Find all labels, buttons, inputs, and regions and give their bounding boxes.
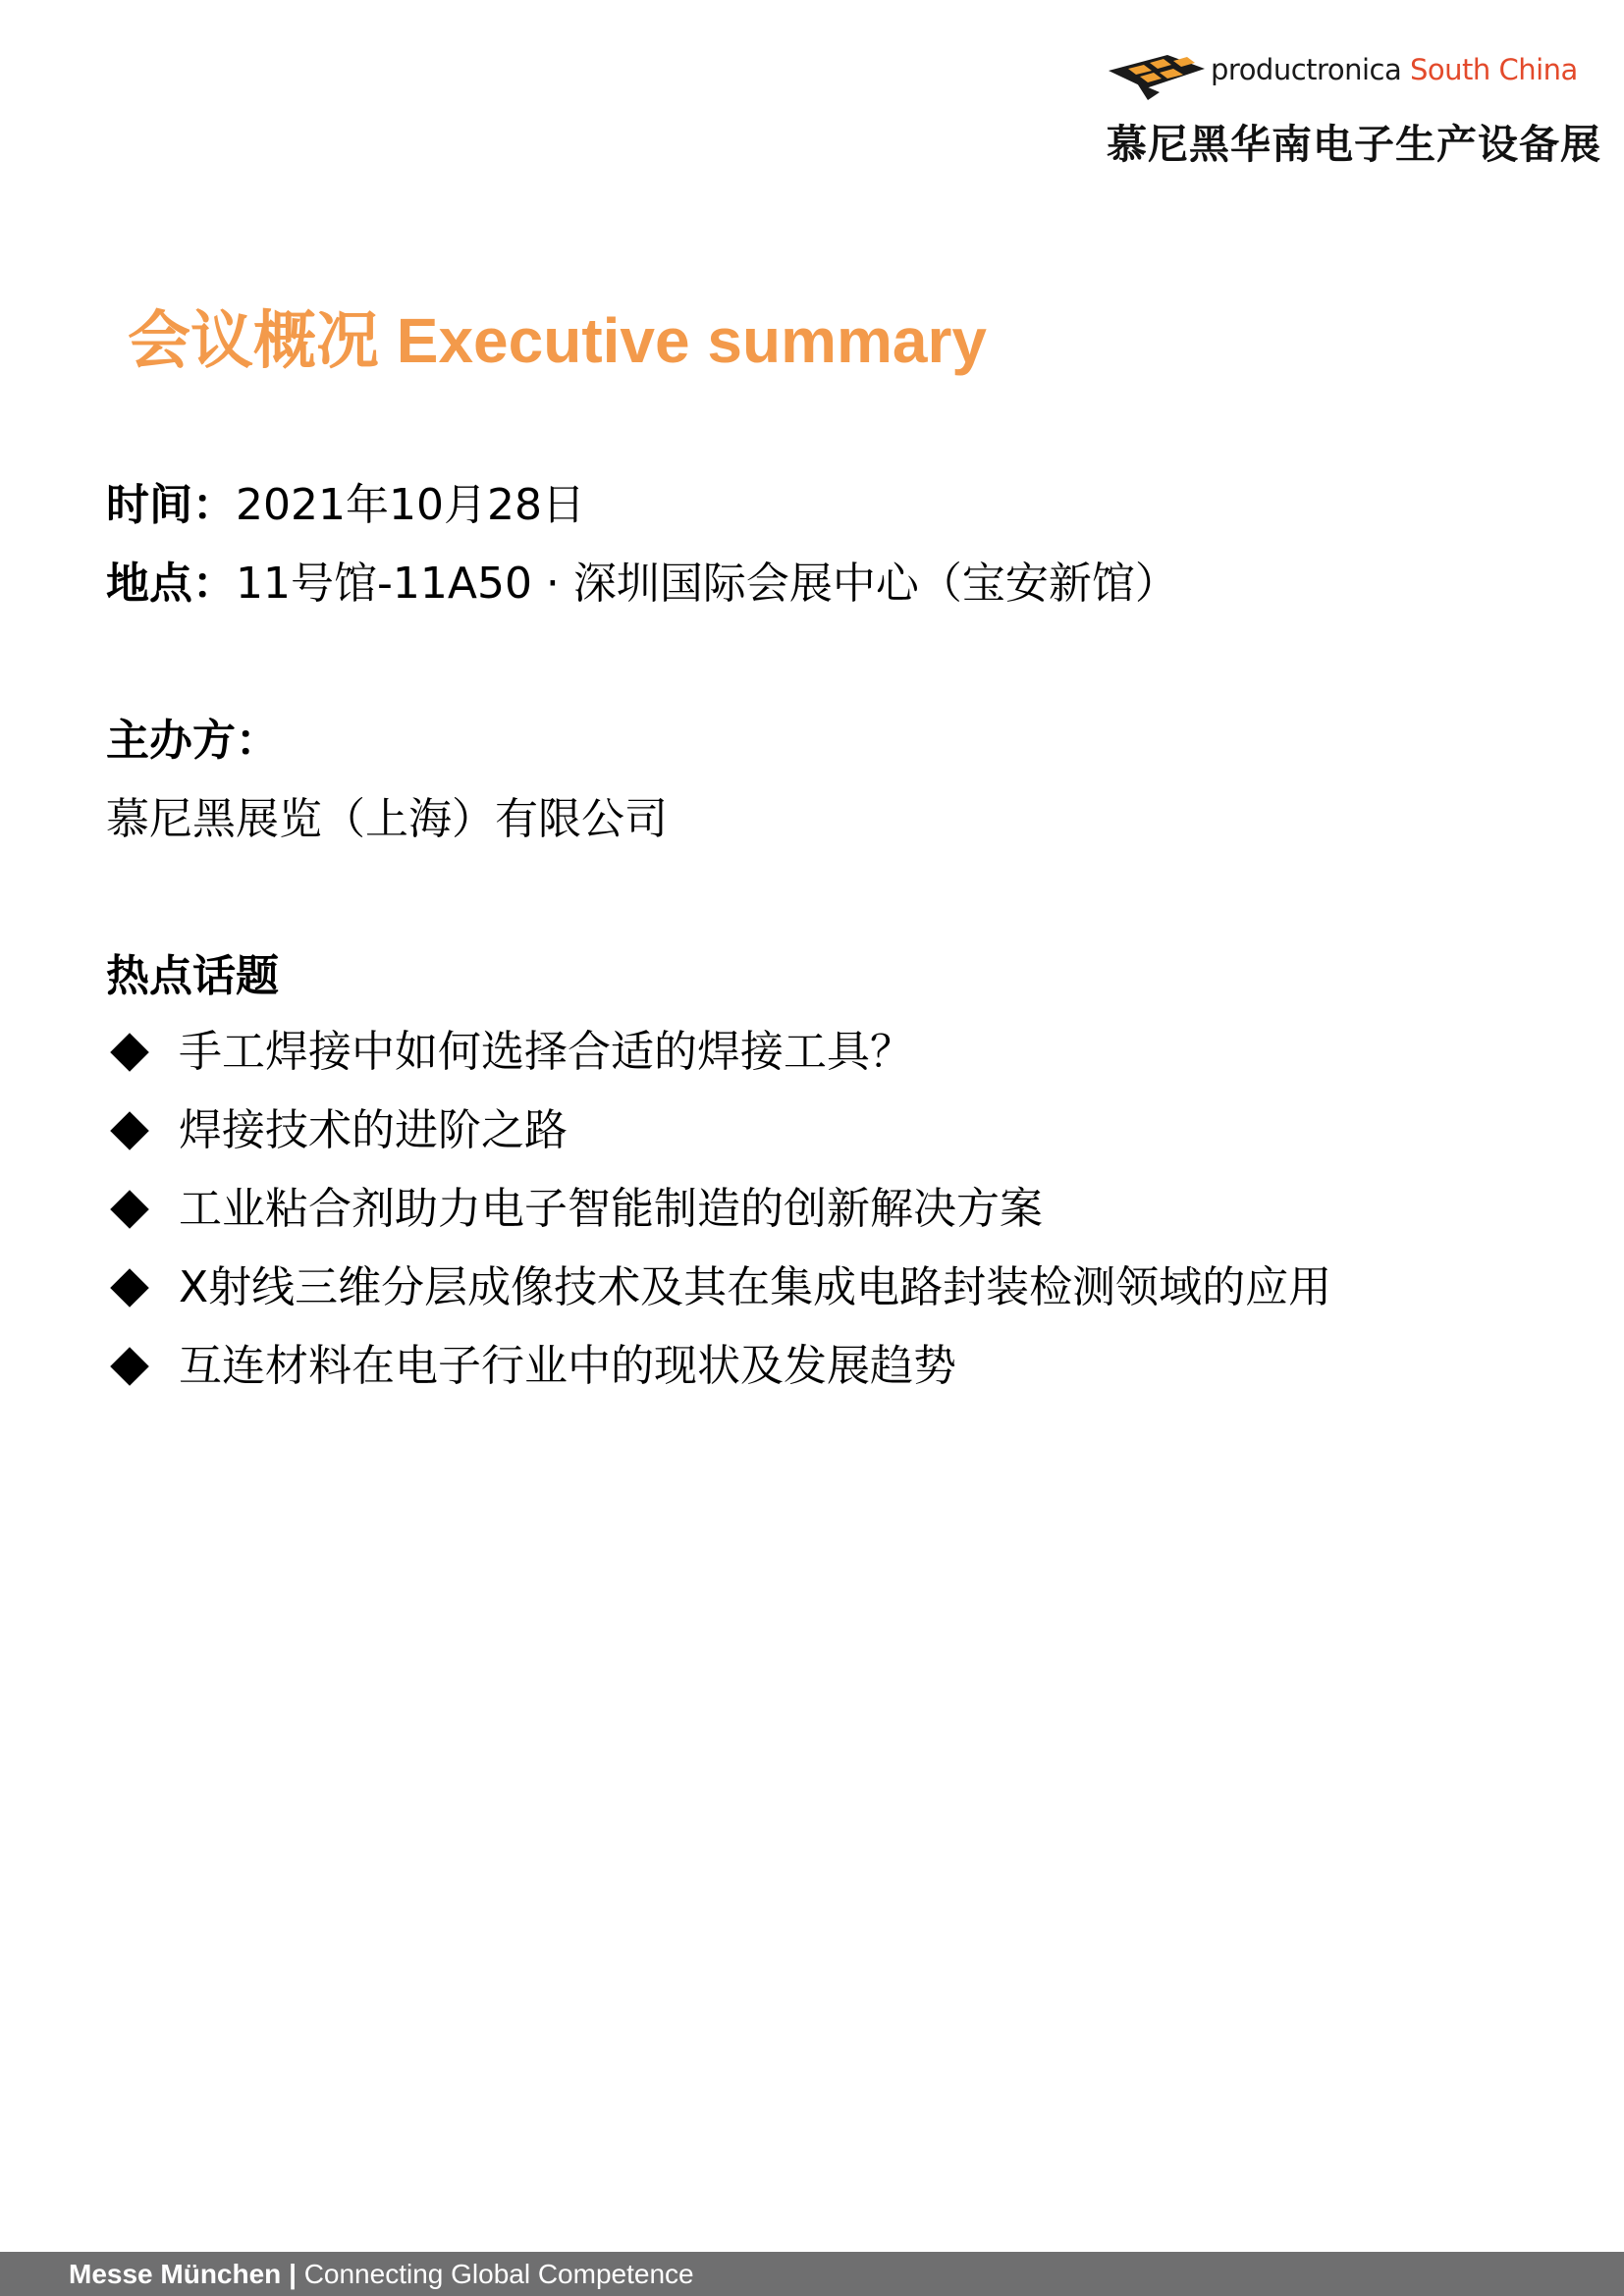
topic-item: [106, 1249, 1331, 1327]
topic-text: X射线三维分层成像技术及其在集成电路封装检测领域的应用: [179, 1262, 1332, 1312]
topic-item: [106, 1013, 1331, 1092]
diamond-bullet-icon: [110, 1347, 149, 1386]
topic-item: [106, 1170, 1331, 1249]
footer-tagline: Connecting Global Competence: [303, 2259, 694, 2289]
logo-chinese-name: 慕尼黑华南电子生产设备展: [1107, 121, 1601, 168]
logo-brand-main: productronica: [1211, 53, 1402, 86]
time-label: 时间：: [106, 480, 236, 530]
topic-text: 焊接技术的进阶之路: [179, 1105, 568, 1155]
topic-text: 工业粘合剂助力电子智能制造的创新解决方案: [179, 1184, 1043, 1234]
topics-heading: 热点话题: [106, 951, 279, 1001]
location-line: [106, 548, 1178, 611]
diamond-bullet-icon: [110, 1033, 149, 1072]
location-label: 地点：: [106, 559, 236, 609]
topic-text: 互连材料在电子行业中的现状及发展趋势: [179, 1341, 956, 1391]
topic-item: [106, 1327, 1331, 1406]
topic-text: 手工焊接中如何选择合适的焊接工具？: [179, 1027, 913, 1077]
productronica-logo: [1105, 47, 1601, 168]
topics-list: [106, 1013, 1331, 1406]
diamond-bullet-icon: [110, 1268, 149, 1308]
productronica-logo-icon: [1105, 49, 1209, 104]
organizer-name: 慕尼黑展览（上海）有限公司: [106, 794, 668, 844]
topic-item: [106, 1092, 1331, 1170]
page-title: 会议概况 Executive summary: [128, 305, 987, 376]
diamond-bullet-icon: [110, 1190, 149, 1229]
footer-brand: Messe München: [69, 2259, 282, 2289]
time-value: 2021年10月28日: [236, 480, 585, 530]
time-line: [106, 469, 585, 532]
diamond-bullet-icon: [110, 1111, 149, 1150]
logo-brand-accent: South China: [1409, 53, 1578, 86]
logo-brand-text: [1211, 53, 1578, 86]
organizer-heading: 主办方：: [106, 716, 279, 766]
footer-bar: [0, 2252, 1624, 2296]
footer-separator: |: [289, 2259, 297, 2289]
location-value: 11号馆-11A50 · 深圳国际会展中心（宝安新馆）: [236, 559, 1178, 609]
